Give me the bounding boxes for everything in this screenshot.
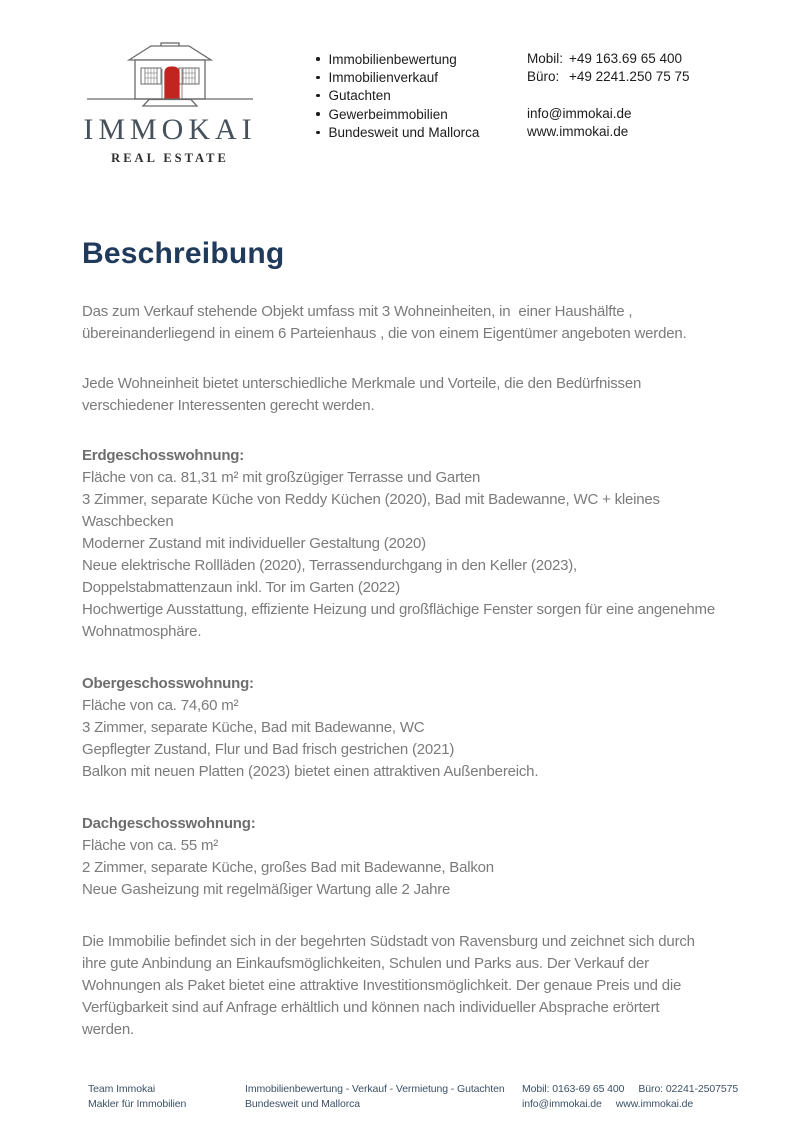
text-line: Fläche von ca. 81,31 m² mit großzügiger Terrasse und Garten bbox=[82, 469, 481, 486]
service-label: Gutachten bbox=[328, 88, 391, 104]
service-item bbox=[316, 50, 479, 68]
section-title: Obergeschosswohnung: bbox=[82, 675, 254, 692]
footer-company-role: Makler für Immobilien bbox=[88, 1098, 187, 1110]
text-line: Wohnungen als Paket bietet eine attraktive Investitionsmöglichkeit. Der genaue Preis und die bbox=[82, 977, 682, 994]
door-shape bbox=[165, 67, 179, 99]
bullet-dot bbox=[316, 57, 320, 61]
text-line: Fläche von ca. 55 m² bbox=[82, 837, 219, 854]
service-label: Immobilienbewertung bbox=[328, 51, 457, 67]
text-line: ihre gute Anbindung an Einkaufsmöglichkeiten, Schulen und Parks aus. Der Verkauf der bbox=[82, 955, 649, 972]
text-line: Moderner Zustand mit individueller Gestaltung (2020) bbox=[82, 535, 426, 552]
services-list bbox=[316, 50, 479, 141]
footer-email-link[interactable]: info@immokai.de bbox=[522, 1098, 602, 1110]
bullet-dot bbox=[316, 131, 320, 135]
text-line: Gepflegter Zustand, Flur und Bad frisch gestrichen (2021) bbox=[82, 741, 455, 758]
text-line: Balkon mit neuen Platten (2023) bietet einen attraktiven Außenbereich. bbox=[82, 763, 539, 780]
section-erdgeschoss bbox=[82, 445, 752, 643]
text-line: 2 Zimmer, separate Küche, großes Bad mit Badewanne, Balkon bbox=[82, 859, 494, 876]
footer-services-region: Bundesweit und Mallorca bbox=[245, 1098, 361, 1110]
service-item bbox=[316, 87, 479, 105]
closing-paragraph bbox=[82, 931, 752, 1041]
email-link[interactable]: info@immokai.de bbox=[527, 105, 632, 121]
intro-paragraph bbox=[82, 373, 752, 417]
text-line: Doppelstabmattenzaun inkl. Tor im Garten (2022) bbox=[82, 579, 400, 596]
office-number: +49 2241.250 75 75 bbox=[569, 69, 690, 85]
text-line: werden. bbox=[82, 1021, 134, 1038]
footer-contact bbox=[522, 1082, 780, 1112]
description-body bbox=[82, 237, 752, 1069]
text-line: Waschbecken bbox=[82, 513, 174, 530]
text-line: Wohnatmosphäre. bbox=[82, 623, 202, 640]
bullet-dot bbox=[316, 94, 320, 98]
text-line: Neue elektrische Rollläden (2020), Terrassendurchgang in den Keller (2023), bbox=[82, 557, 578, 574]
service-item bbox=[316, 123, 479, 141]
text-line: Hochwertige Ausstattung, effiziente Heizung und großflächige Fenster sorgen für eine angenehme bbox=[82, 601, 715, 618]
section-title: Erdgeschosswohnung: bbox=[82, 447, 245, 464]
footer-mobile-phone: Mobil: 0163-69 65 400 bbox=[522, 1083, 625, 1095]
website-link[interactable]: www.immokai.de bbox=[527, 124, 629, 140]
brand-name: IMMOKAI bbox=[83, 113, 257, 146]
footer-company bbox=[88, 1082, 245, 1112]
intro-paragraph bbox=[82, 301, 752, 345]
footer-website-link[interactable]: www.immokai.de bbox=[615, 1098, 694, 1110]
office-label: Büro: bbox=[527, 69, 560, 85]
mobile-number: +49 163.69 65 400 bbox=[569, 51, 682, 66]
text-line: Fläche von ca. 74,60 m² bbox=[82, 697, 239, 714]
section-obergeschoss bbox=[82, 673, 752, 783]
footer-office-phone: Büro: 02241-2507575 bbox=[638, 1083, 739, 1095]
text-line: Neue Gasheizung mit regelmäßiger Wartung alle 2 Jahre bbox=[82, 881, 451, 898]
contact-spacer bbox=[527, 87, 690, 105]
page-footer bbox=[88, 1082, 780, 1112]
service-label: Bundesweit und Mallorca bbox=[328, 124, 480, 140]
text-line: verschiedener Interessenten gerecht werden. bbox=[82, 397, 375, 414]
text-line: Verfügbarkeit sind auf Anfrage erhältlich und können nach individueller Absprache erörtert bbox=[82, 999, 660, 1016]
brand-logo bbox=[78, 42, 262, 166]
service-label: Gewerbeimmobilien bbox=[328, 106, 448, 122]
page-title: Beschreibung bbox=[82, 237, 285, 270]
bullet-dot bbox=[316, 76, 320, 80]
text-line: Jede Wohneinheit bietet unterschiedliche Merkmale und Vorteile, die den Bedürfnissen bbox=[82, 375, 642, 392]
service-item bbox=[316, 68, 479, 86]
mobile-label: Mobil: bbox=[527, 51, 564, 66]
service-label: Immobilienverkauf bbox=[328, 69, 439, 85]
text-line: Das zum Verkauf stehende Objekt umfass mit 3 Wohneinheiten, in einer Haushälfte , bbox=[82, 303, 633, 320]
footer-services-line: Immobilienbewertung - Verkauf - Vermietung - Gutachten bbox=[245, 1083, 505, 1095]
bullet-dot bbox=[316, 112, 320, 116]
header-contact bbox=[527, 50, 690, 141]
footer-company-name: Team Immokai bbox=[88, 1083, 156, 1095]
service-item bbox=[316, 105, 479, 123]
office-phone bbox=[527, 68, 690, 86]
section-title: Dachgeschosswohnung: bbox=[82, 815, 256, 832]
footer-services bbox=[245, 1082, 522, 1112]
house-logo-icon bbox=[85, 42, 255, 108]
mobile-phone bbox=[527, 50, 690, 68]
text-line: übereinanderliegend in einem 6 Parteienhaus , die von einem Eigentümer angeboten werden. bbox=[82, 325, 687, 342]
text-line: 3 Zimmer, separate Küche von Reddy Küchen (2020), Bad mit Badewanne, WC + kleines bbox=[82, 491, 660, 508]
section-dachgeschoss bbox=[82, 813, 752, 901]
text-line: Die Immobilie befindet sich in der begehrten Südstadt von Ravensburg und zeichnet sich durch bbox=[82, 933, 695, 950]
brand-tagline: REAL ESTATE bbox=[111, 151, 229, 165]
text-line: 3 Zimmer, separate Küche, Bad mit Badewanne, WC bbox=[82, 719, 425, 736]
